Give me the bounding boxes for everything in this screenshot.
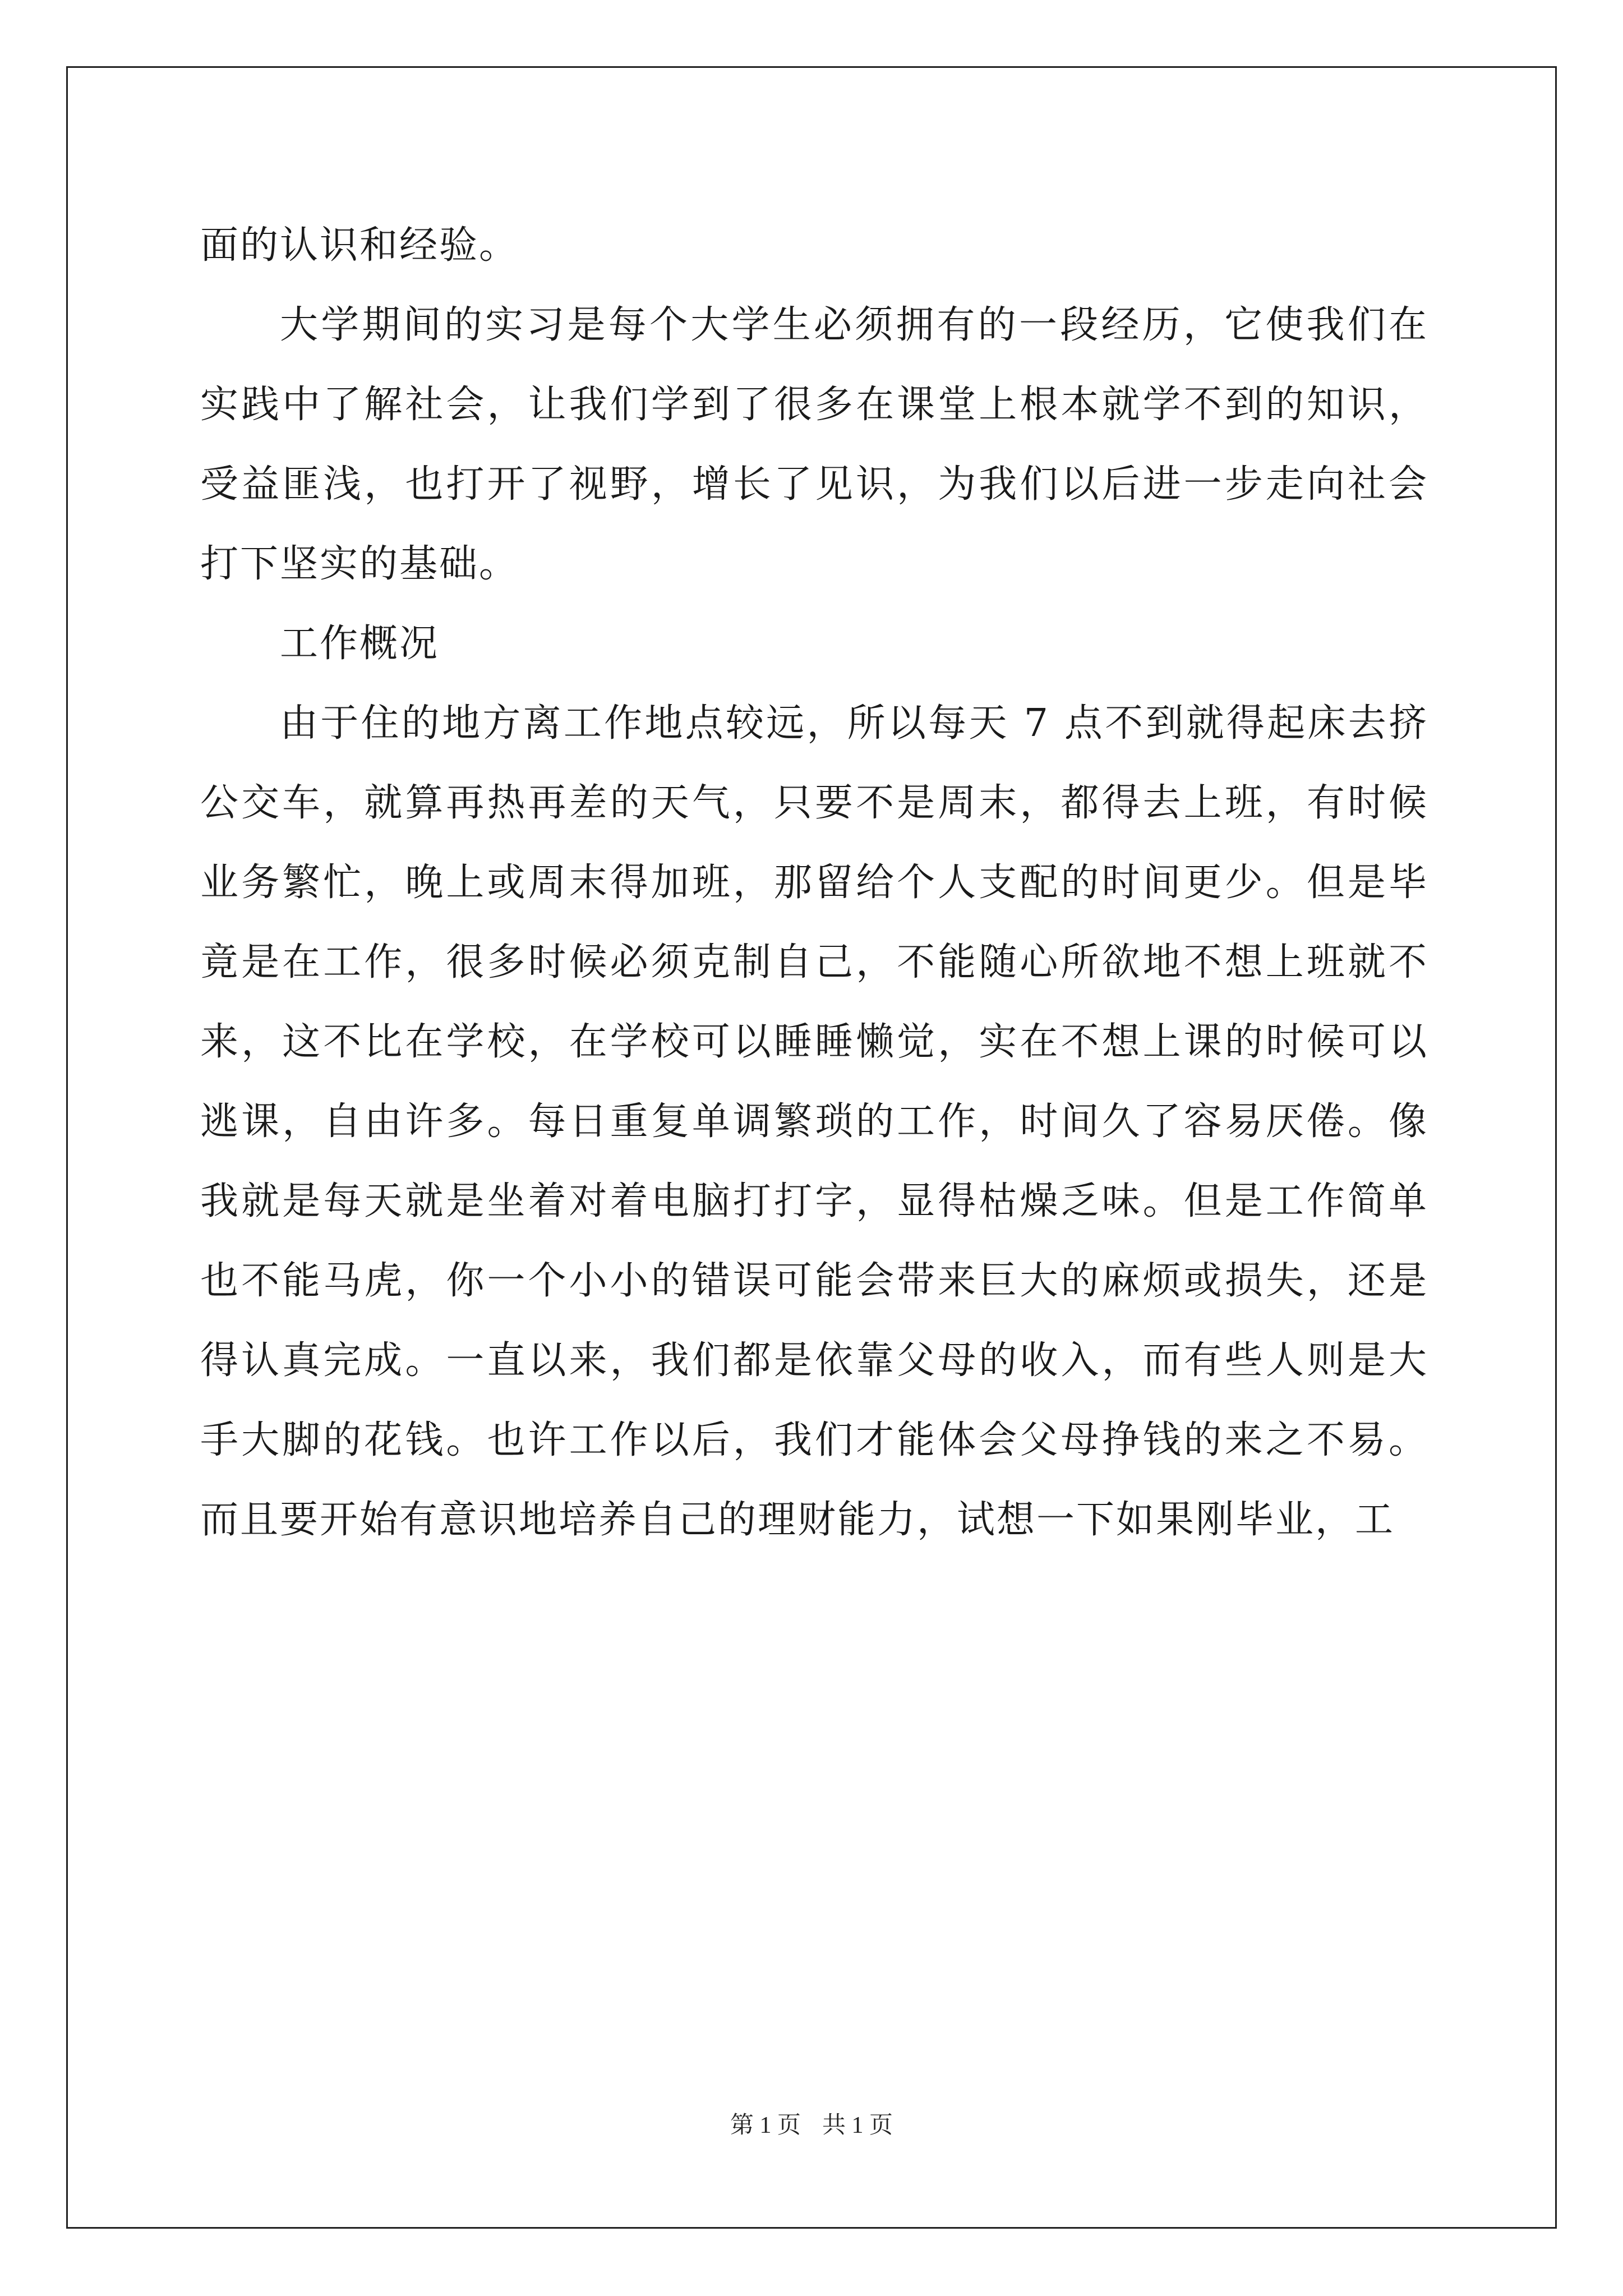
paragraph: 大学期间的实习是每个大学生必须拥有的一段经历，它使我们在实践中了解社会，让我们学到了很多在课堂上根本就学不到的知识，受益匪浅，也打开了视野，增长了见识，为我们以后进一步走向社会打下坚实的基础。	[200, 303, 1428, 586]
document-body	[200, 206, 1428, 1560]
page-total: 共 1 页	[822, 2113, 893, 2138]
paragraph: 面的认识和经验。	[200, 223, 519, 268]
section-heading: 工作概况	[280, 622, 440, 666]
paragraph: 由于住的地方离工作地点较远，所以每天 7 点不到就得起床去挤公交车，就算再热再差的天气，只要不是周末，都得去上班，有时候业务繁忙，晚上或周末得加班，那留给个人支配的时间更少。但是毕竟是在工作，很多时候必须克制自己，不能随心所欲地不想上班就不来，这不比在学校，在学校可以睡睡懒觉，实在不想上课的时候可以逃课，自由许多。每日重复单调繁琐的工作，时间久了容易厌倦。像我就是每天就是坐着对着电脑打打字，显得枯燥乏味。但是工作简单也不能马虎，你一个小小的错误可能会带来巨大的麻烦或损失，还是得认真完成。一直以来，我们都是依靠父母的收入，而有些人则是大手大脚的花钱。也许工作以后，我们才能体会父母挣钱的来之不易。而且要开始有意识地培养自己的理财能力，试想一下如果刚毕业，工	[200, 701, 1428, 1542]
page-number: 第 1 页	[730, 2113, 801, 2138]
page-footer	[0, 2106, 1623, 2140]
